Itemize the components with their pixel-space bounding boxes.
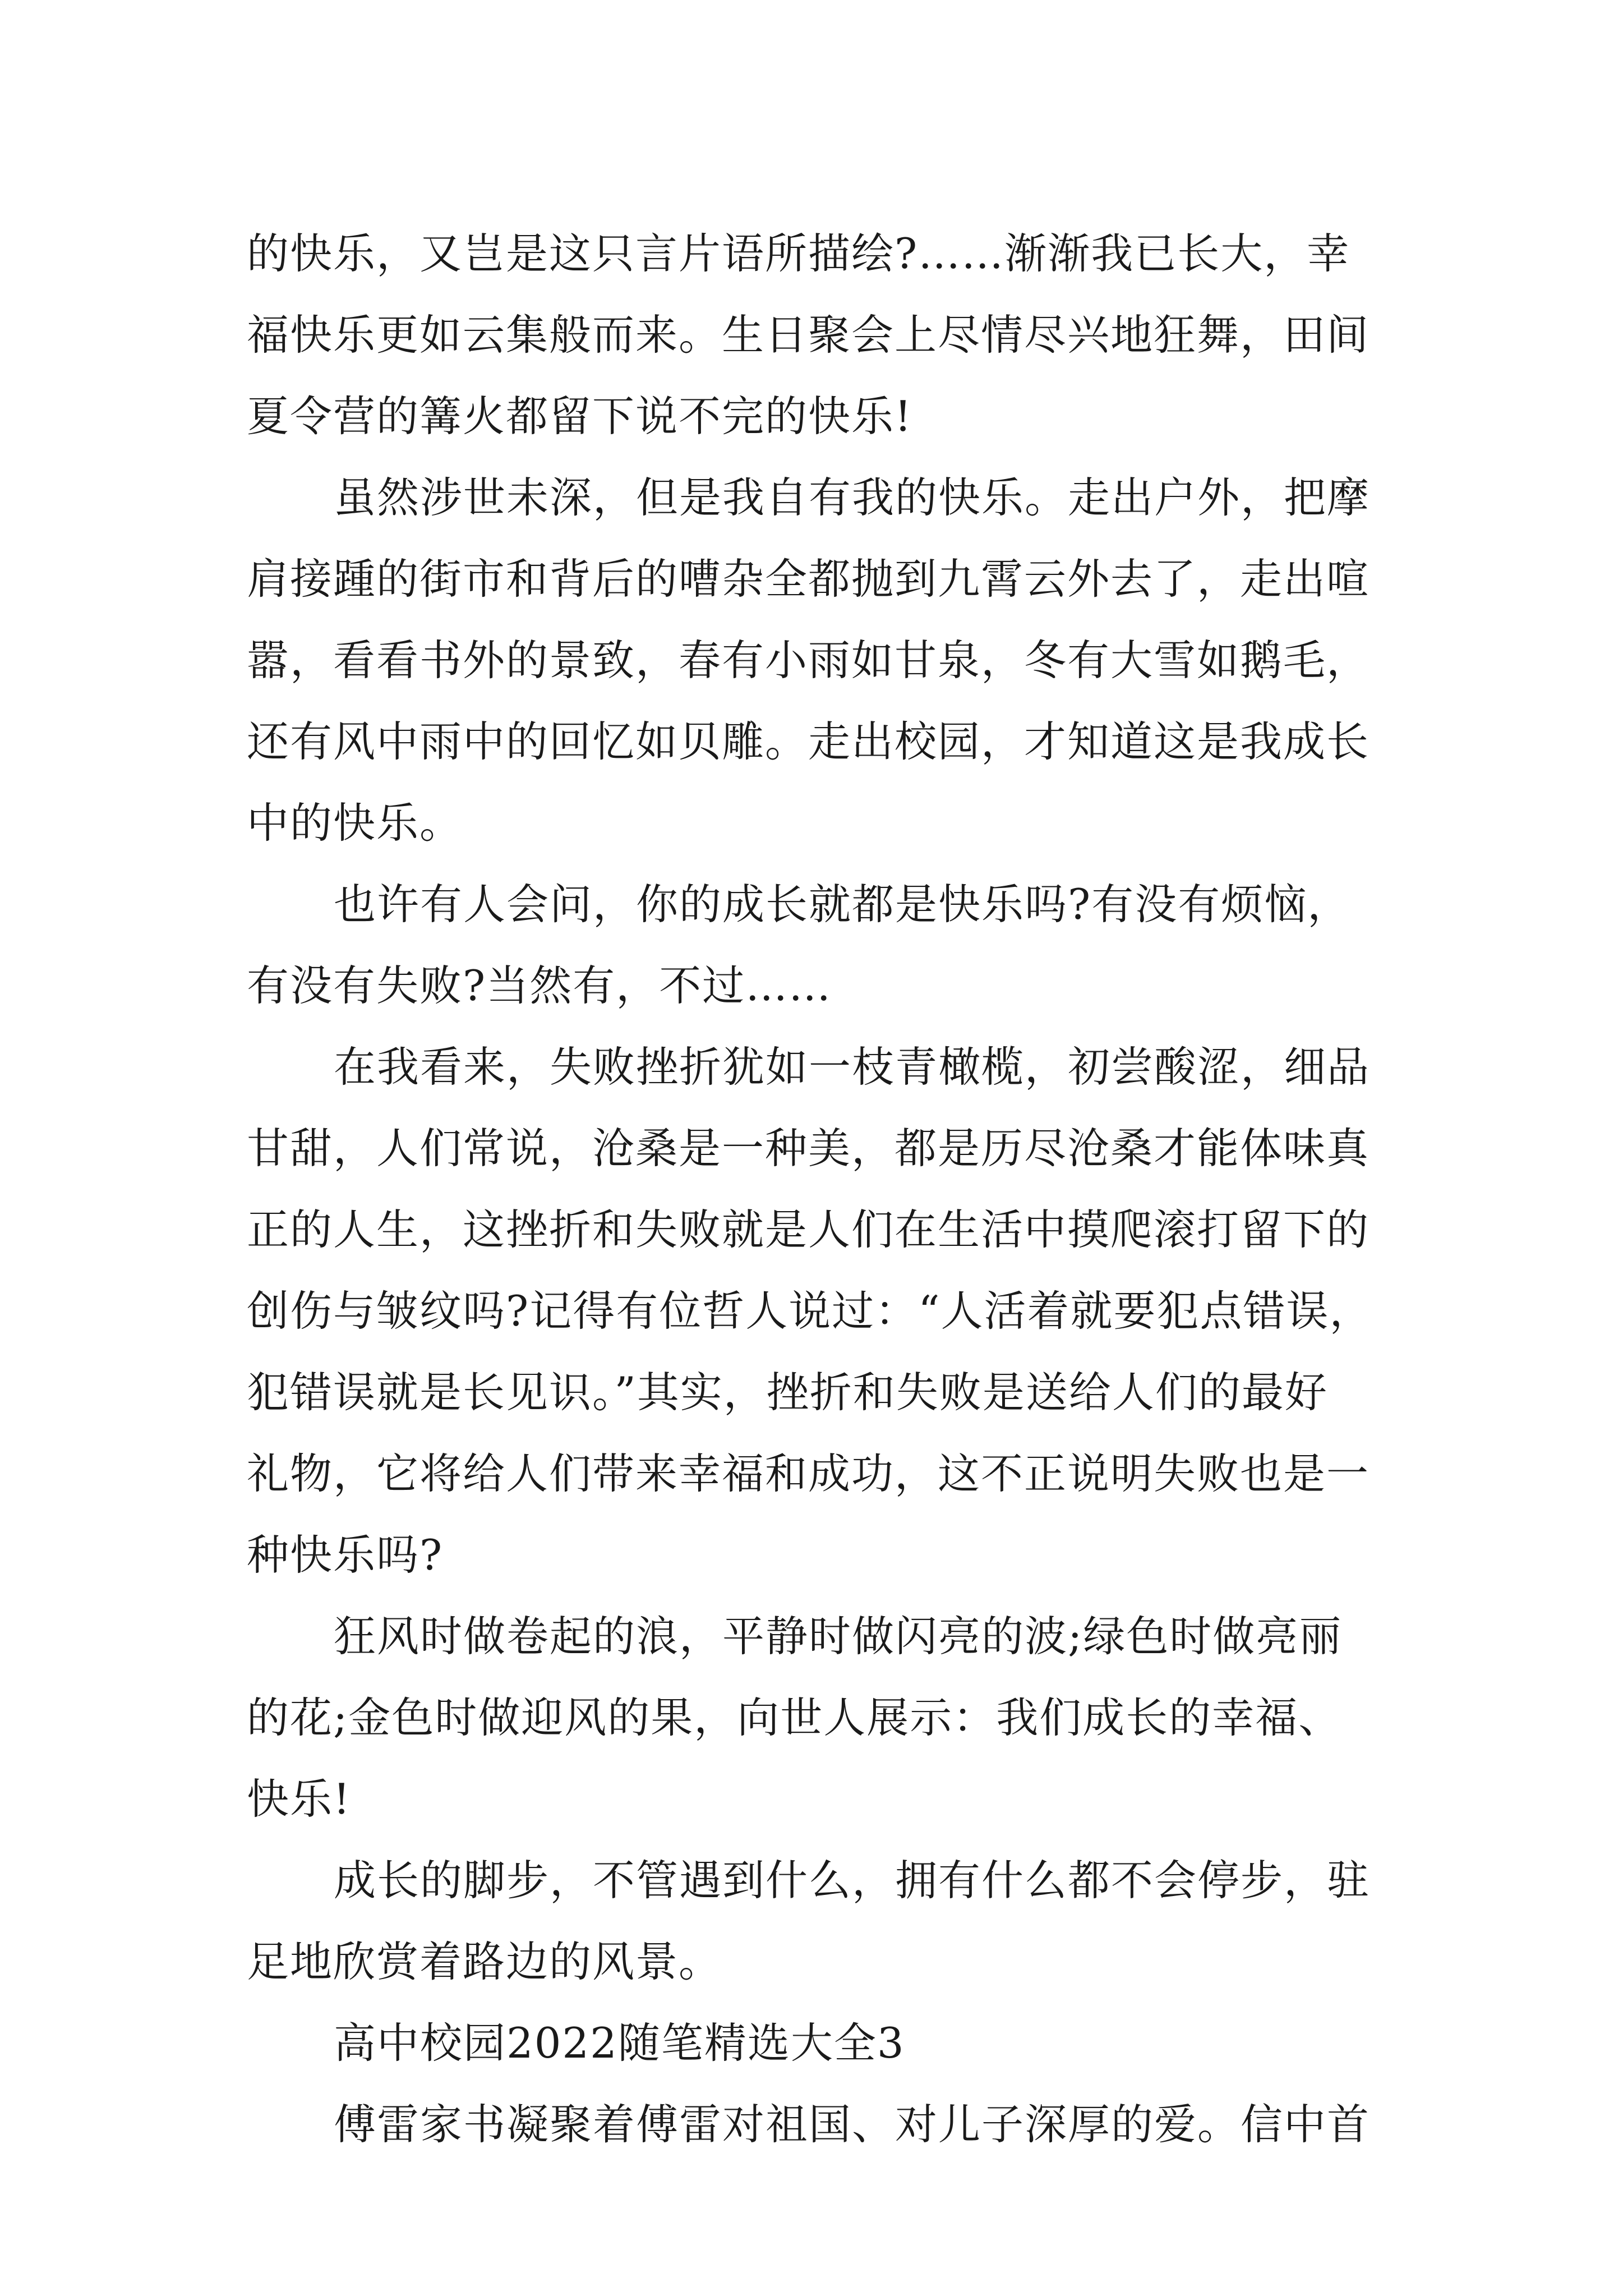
text-line: 正的人生，这挫折和失败就是人们在生活中摸爬滚打留下的 [247,1205,1370,1254]
paragraph-1 [247,213,1391,457]
heading-line: 高中校园2022随笔精选大全3 [334,2018,905,2068]
text-line: 种快乐吗? [247,1530,444,1580]
paragraph-6 [247,1840,1391,2003]
paragraph-8 [247,2084,1391,2165]
document-body [247,213,1391,2165]
text-line: 创伤与皱纹吗?记得有位哲人说过：“人活着就要犯点错误， [247,1286,1373,1336]
text-line: 有没有失败?当然有，不过…… [247,961,832,1010]
text-line: 礼物，它将给人们带来幸福和成功，这不正说明失败也是一 [247,1449,1370,1498]
text-line: 快乐! [247,1774,352,1824]
text-line: 足地欣赏着路边的风景。 [247,1937,722,1986]
text-line: 中的快乐。 [247,798,463,848]
text-line: 甘甜，人们常说，沧桑是一种美，都是历尽沧桑才能体味真 [247,1124,1370,1173]
text-line: 的花;金色时做迎风的果，向世人展示：我们成长的幸福、 [247,1693,1342,1742]
paragraph-5 [247,1596,1391,1840]
text-line: 狂风时做卷起的浪，平静时做闪亮的波;绿色时做亮丽 [334,1612,1343,1661]
text-line: 傅雷家书凝聚着傅雷对祖国、对儿子深厚的爱。信中首 [334,2100,1371,2149]
text-line: 福快乐更如云集般而来。生日聚会上尽情尽兴地狂舞，田间 [247,310,1370,360]
text-line: 犯错误就是长见识。”其实，挫折和失败是送给人们的最好 [247,1368,1328,1417]
text-line: 也许有人会问，你的成长就都是快乐吗?有没有烦恼， [334,880,1351,929]
text-line: 还有风中雨中的回忆如贝雕。走出校园，才知道这是我成长 [247,717,1370,766]
section-heading [247,2003,1391,2084]
text-line: 虽然涉世未深，但是我自有我的快乐。走出户外，把摩 [334,473,1371,522]
paragraph-4 [247,1027,1391,1596]
paragraph-2 [247,457,1391,864]
text-line: 成长的脚步，不管遇到什么，拥有什么都不会停步，驻 [334,1856,1371,1905]
text-line: 肩接踵的街市和背后的嘈杂全都抛到九霄云外去了，走出喧 [247,554,1370,604]
text-line: 夏令营的篝火都留下说不完的快乐! [247,392,913,441]
text-line: 的快乐，又岂是这只言片语所描绘?……渐渐我已长大，幸 [247,229,1350,278]
text-line: 在我看来，失败挫折犹如一枝青橄榄，初尝酸涩，细品 [334,1042,1371,1092]
paragraph-3 [247,864,1391,1027]
text-line: 嚣，看看书外的景致，春有小雨如甘泉，冬有大雪如鹅毛， [247,636,1370,685]
